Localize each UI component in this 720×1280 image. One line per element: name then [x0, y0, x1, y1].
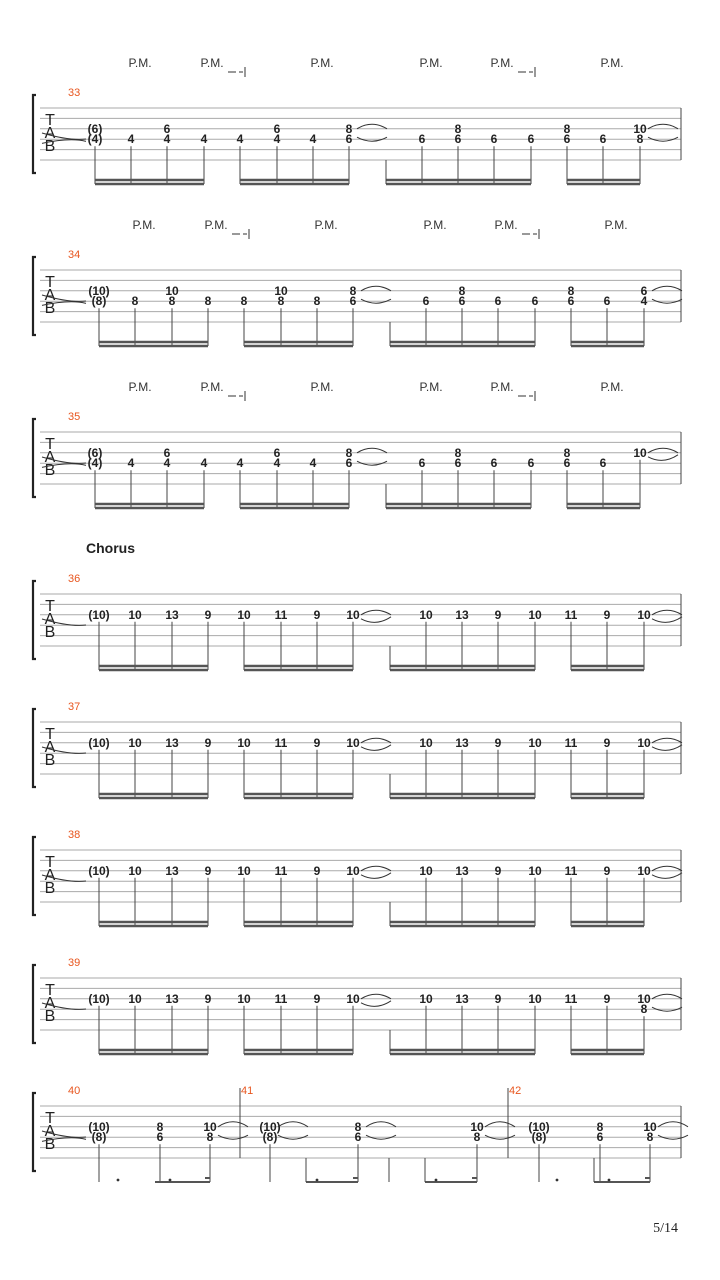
- tie-arc: [652, 866, 682, 871]
- fret-number: 8: [131, 294, 139, 309]
- fret-number: 4: [309, 456, 317, 471]
- tab-clef-letter: B: [44, 1136, 56, 1153]
- tie-arc: [652, 873, 682, 879]
- page-number: 5/14: [653, 1221, 678, 1236]
- fret-number: (8): [531, 1130, 547, 1145]
- fret-number: (10): [88, 1119, 110, 1134]
- palm-mute-label: P.M.: [314, 218, 338, 232]
- fret-number: 9: [204, 735, 212, 750]
- tie-arc: [485, 1122, 515, 1127]
- tab-clef-letter: A: [44, 611, 56, 628]
- fret-number: (10): [88, 735, 110, 750]
- fret-number: (10): [259, 1119, 281, 1134]
- fret-number: (8): [262, 1130, 278, 1145]
- tie-arc: [361, 866, 391, 871]
- fret-number: 8: [454, 121, 462, 136]
- fret-number: 8: [567, 283, 575, 298]
- fret-number: (4): [87, 456, 103, 471]
- fret-number: 10: [237, 991, 251, 1006]
- fret-number: (10): [88, 991, 110, 1006]
- tab-clef-letter: A: [44, 739, 56, 756]
- fret-number: 4: [236, 132, 244, 147]
- fret-number: 6: [527, 132, 535, 147]
- fret-number: 6: [567, 294, 575, 309]
- tab-clef-letter: T: [45, 982, 55, 999]
- tab-clef-letter: A: [44, 287, 56, 304]
- fret-number: 10: [128, 735, 142, 750]
- fret-number: 6: [599, 132, 607, 147]
- fret-number: 8: [454, 445, 462, 460]
- palm-mute-label: P.M.: [200, 56, 224, 70]
- fret-number: (10): [88, 607, 110, 622]
- tab-system: [33, 56, 681, 184]
- fret-number: 8: [156, 1119, 164, 1134]
- tie-arc: [652, 617, 682, 623]
- tab-clef-letter: B: [44, 880, 56, 897]
- fret-number: 6: [345, 456, 353, 471]
- measure-number: 35: [68, 411, 81, 423]
- fret-number: 6: [640, 283, 648, 298]
- fret-number: 4: [273, 132, 281, 147]
- measure-number: 42: [509, 1085, 522, 1097]
- tie-arc: [361, 1001, 391, 1007]
- fret-number: 10: [637, 863, 651, 878]
- tab-clef-letter: A: [44, 449, 56, 466]
- fret-number: 4: [309, 132, 317, 147]
- tie-arc: [366, 1122, 396, 1127]
- rhythm-dot: [117, 1179, 120, 1182]
- tab-clef-letter: B: [44, 1008, 56, 1025]
- tab-clef-letter: A: [44, 1123, 56, 1140]
- palm-mute-label: P.M.: [494, 218, 518, 232]
- fret-number: 10: [419, 863, 433, 878]
- fret-number: 6: [354, 1130, 362, 1145]
- tie-arc: [361, 286, 391, 291]
- tab-clef-letter: B: [44, 300, 56, 317]
- fret-number: 6: [531, 294, 539, 309]
- fret-number: 6: [454, 132, 462, 147]
- tab-clef-letter: A: [44, 125, 56, 142]
- fret-number: 10: [346, 991, 360, 1006]
- fret-number: 8: [313, 294, 321, 309]
- tab-system: [33, 829, 682, 926]
- fret-number: (6): [87, 121, 103, 136]
- measure-number: 33: [68, 87, 81, 99]
- system-bracket: [33, 1093, 36, 1171]
- fret-number: 8: [204, 294, 212, 309]
- fret-number: 6: [163, 445, 171, 460]
- fret-number: (10): [528, 1119, 550, 1134]
- fret-number: 10: [128, 607, 142, 622]
- palm-mute-label: P.M.: [600, 56, 624, 70]
- fret-number: (10): [88, 283, 110, 298]
- tab-clef-letter: T: [45, 112, 55, 129]
- fret-number: 8: [636, 132, 644, 147]
- fret-number: 8: [206, 1130, 214, 1145]
- fret-number: 6: [563, 456, 571, 471]
- tie-arc: [361, 610, 391, 615]
- fret-number: 8: [345, 445, 353, 460]
- fret-number: 9: [313, 863, 321, 878]
- system-bracket: [33, 837, 36, 915]
- fret-number: 9: [603, 735, 611, 750]
- fret-number: 10: [643, 1119, 657, 1134]
- fret-number: 13: [455, 735, 469, 750]
- fret-number: 10: [346, 607, 360, 622]
- fret-number: 4: [127, 132, 135, 147]
- fret-number: 13: [455, 991, 469, 1006]
- system-bracket: [33, 709, 36, 787]
- measure-number: 39: [68, 957, 81, 969]
- tab-clef-letter: T: [45, 274, 55, 291]
- fret-number: 6: [527, 456, 535, 471]
- fret-number: 4: [640, 294, 648, 309]
- fret-number: 10: [237, 607, 251, 622]
- fret-number: 10: [128, 863, 142, 878]
- fret-number: (8): [91, 1130, 107, 1145]
- system-bracket: [33, 95, 36, 173]
- fret-number: (6): [87, 445, 103, 460]
- fret-number: 11: [274, 735, 288, 750]
- palm-mute-label: P.M.: [419, 56, 443, 70]
- palm-mute-label: P.M.: [128, 56, 152, 70]
- fret-number: 11: [564, 863, 578, 878]
- tie-arc: [652, 610, 682, 615]
- rhythm-dot: [608, 1179, 611, 1182]
- fret-number: 9: [204, 991, 212, 1006]
- fret-number: 6: [490, 132, 498, 147]
- fret-number: 11: [564, 735, 578, 750]
- fret-number: 13: [455, 863, 469, 878]
- rhythm-dot: [169, 1179, 172, 1182]
- fret-number: 9: [313, 735, 321, 750]
- palm-mute-label: P.M.: [128, 380, 152, 394]
- tab-clef-letter: B: [44, 624, 56, 641]
- palm-mute-label: P.M.: [132, 218, 156, 232]
- palm-mute-label: P.M.: [419, 380, 443, 394]
- fret-number: 10: [419, 735, 433, 750]
- fret-number: 6: [418, 456, 426, 471]
- fret-number: 8: [640, 1002, 648, 1017]
- tab-clef-letter: T: [45, 1110, 55, 1127]
- fret-number: 8: [277, 294, 285, 309]
- fret-number: 9: [603, 991, 611, 1006]
- tab-system: [33, 1085, 688, 1182]
- fret-number: 9: [494, 735, 502, 750]
- fret-number: 8: [354, 1119, 362, 1134]
- fret-number: 10: [165, 283, 179, 298]
- tab-clef-letter: B: [44, 462, 56, 479]
- fret-number: 8: [473, 1130, 481, 1145]
- fret-number: 10: [528, 991, 542, 1006]
- measure-number: 34: [68, 249, 81, 261]
- tab-clef-letter: T: [45, 726, 55, 743]
- tie-arc: [361, 617, 391, 623]
- fret-number: 13: [165, 607, 179, 622]
- fret-number: 8: [345, 121, 353, 136]
- palm-mute-label: P.M.: [423, 218, 447, 232]
- fret-number: 6: [273, 121, 281, 136]
- system-bracket: [33, 965, 36, 1043]
- fret-number: 11: [274, 991, 288, 1006]
- fret-number: (10): [88, 863, 110, 878]
- measure-number: 36: [68, 573, 81, 585]
- tab-system: [33, 957, 682, 1054]
- tie-arc: [361, 745, 391, 751]
- fret-number: 10: [237, 863, 251, 878]
- fret-number: 10: [419, 607, 433, 622]
- fret-number: 6: [349, 294, 357, 309]
- tab-system: [33, 218, 682, 346]
- tab-clef-letter: T: [45, 598, 55, 615]
- fret-number: 8: [646, 1130, 654, 1145]
- rhythm-dot: [556, 1179, 559, 1182]
- fret-number: (4): [87, 132, 103, 147]
- fret-number: 6: [563, 132, 571, 147]
- fret-number: 4: [127, 456, 135, 471]
- fret-number: 6: [454, 456, 462, 471]
- fret-number: 13: [165, 991, 179, 1006]
- palm-mute-label: P.M.: [490, 56, 514, 70]
- fret-number: 10: [637, 991, 651, 1006]
- fret-number: 10: [637, 607, 651, 622]
- fret-number: 8: [240, 294, 248, 309]
- fret-number: 8: [596, 1119, 604, 1134]
- fret-number: 8: [349, 283, 357, 298]
- fret-number: 6: [599, 456, 607, 471]
- palm-mute-label: P.M.: [490, 380, 514, 394]
- tie-arc: [361, 738, 391, 743]
- fret-number: 9: [204, 863, 212, 878]
- fret-number: 11: [274, 607, 288, 622]
- tab-clef-letter: B: [44, 752, 56, 769]
- fret-number: 13: [455, 607, 469, 622]
- tab-clef-letter: B: [44, 138, 56, 155]
- fret-number: 10: [203, 1119, 217, 1134]
- fret-number: 9: [494, 863, 502, 878]
- fret-number: 10: [419, 991, 433, 1006]
- fret-number: 10: [128, 991, 142, 1006]
- fret-number: 6: [422, 294, 430, 309]
- fret-number: 4: [236, 456, 244, 471]
- tie-arc: [357, 124, 387, 129]
- tie-arc: [357, 448, 387, 453]
- palm-mute-label: P.M.: [200, 380, 224, 394]
- tie-arc: [648, 448, 678, 453]
- tab-clef-letter: T: [45, 436, 55, 453]
- palm-mute-label: P.M.: [600, 380, 624, 394]
- fret-number: 8: [563, 121, 571, 136]
- fret-number: 6: [345, 132, 353, 147]
- fret-number: 13: [165, 735, 179, 750]
- tab-clef-letter: A: [44, 995, 56, 1012]
- tab-clef-letter: T: [45, 854, 55, 871]
- tab-clef-letter: A: [44, 867, 56, 884]
- tie-arc: [652, 286, 682, 291]
- tie-arc: [648, 124, 678, 129]
- fret-number: 6: [163, 121, 171, 136]
- fret-number: 9: [313, 991, 321, 1006]
- tie-arc: [361, 994, 391, 999]
- fret-number: 9: [603, 863, 611, 878]
- tab-system: [33, 380, 681, 508]
- measure-number: 38: [68, 829, 81, 841]
- fret-number: (8): [91, 294, 107, 309]
- fret-number: 4: [200, 132, 208, 147]
- fret-number: 9: [313, 607, 321, 622]
- palm-mute-label: P.M.: [604, 218, 628, 232]
- fret-number: 11: [274, 863, 288, 878]
- tab-system: [33, 701, 682, 798]
- tie-arc: [658, 1122, 688, 1127]
- fret-number: 8: [563, 445, 571, 460]
- fret-number: 9: [204, 607, 212, 622]
- fret-number: 8: [168, 294, 176, 309]
- fret-number: 10: [470, 1119, 484, 1134]
- system-bracket: [33, 257, 36, 335]
- fret-number: 4: [163, 132, 171, 147]
- fret-number: 13: [165, 863, 179, 878]
- rhythm-dot: [435, 1179, 438, 1182]
- fret-number: 4: [200, 456, 208, 471]
- section-title: Chorus: [86, 540, 135, 556]
- fret-number: 6: [273, 445, 281, 460]
- fret-number: 9: [494, 991, 502, 1006]
- fret-number: 6: [490, 456, 498, 471]
- tie-arc: [648, 455, 678, 461]
- fret-number: 10: [346, 735, 360, 750]
- fret-number: 10: [528, 735, 542, 750]
- fret-number: 10: [346, 863, 360, 878]
- fret-number: 10: [528, 863, 542, 878]
- rhythm-dot: [316, 1179, 319, 1182]
- fret-number: 9: [494, 607, 502, 622]
- fret-number: 11: [564, 607, 578, 622]
- fret-number: 10: [633, 445, 647, 460]
- fret-number: 6: [156, 1130, 164, 1145]
- palm-mute-label: P.M.: [310, 56, 334, 70]
- measure-number: 40: [68, 1085, 81, 1097]
- tie-arc: [278, 1122, 308, 1127]
- tie-arc: [218, 1122, 248, 1127]
- fret-number: 6: [494, 294, 502, 309]
- fret-number: 8: [458, 283, 466, 298]
- tab-system: [33, 540, 682, 670]
- fret-number: 10: [528, 607, 542, 622]
- fret-number: 6: [596, 1130, 604, 1145]
- fret-number: 11: [564, 991, 578, 1006]
- measure-number: 41: [241, 1085, 254, 1097]
- fret-number: 10: [274, 283, 288, 298]
- fret-number: 6: [458, 294, 466, 309]
- system-bracket: [33, 581, 36, 659]
- tie-arc: [652, 994, 682, 999]
- fret-number: 9: [603, 607, 611, 622]
- fret-number: 6: [603, 294, 611, 309]
- palm-mute-label: P.M.: [204, 218, 228, 232]
- fret-number: 6: [418, 132, 426, 147]
- tie-arc: [652, 745, 682, 751]
- fret-number: 4: [273, 456, 281, 471]
- tie-arc: [361, 873, 391, 879]
- tie-arc: [652, 738, 682, 743]
- fret-number: 10: [237, 735, 251, 750]
- measure-number: 37: [68, 701, 81, 713]
- fret-number: 10: [633, 121, 647, 136]
- palm-mute-label: P.M.: [310, 380, 334, 394]
- fret-number: 4: [163, 456, 171, 471]
- system-bracket: [33, 419, 36, 497]
- fret-number: 10: [637, 735, 651, 750]
